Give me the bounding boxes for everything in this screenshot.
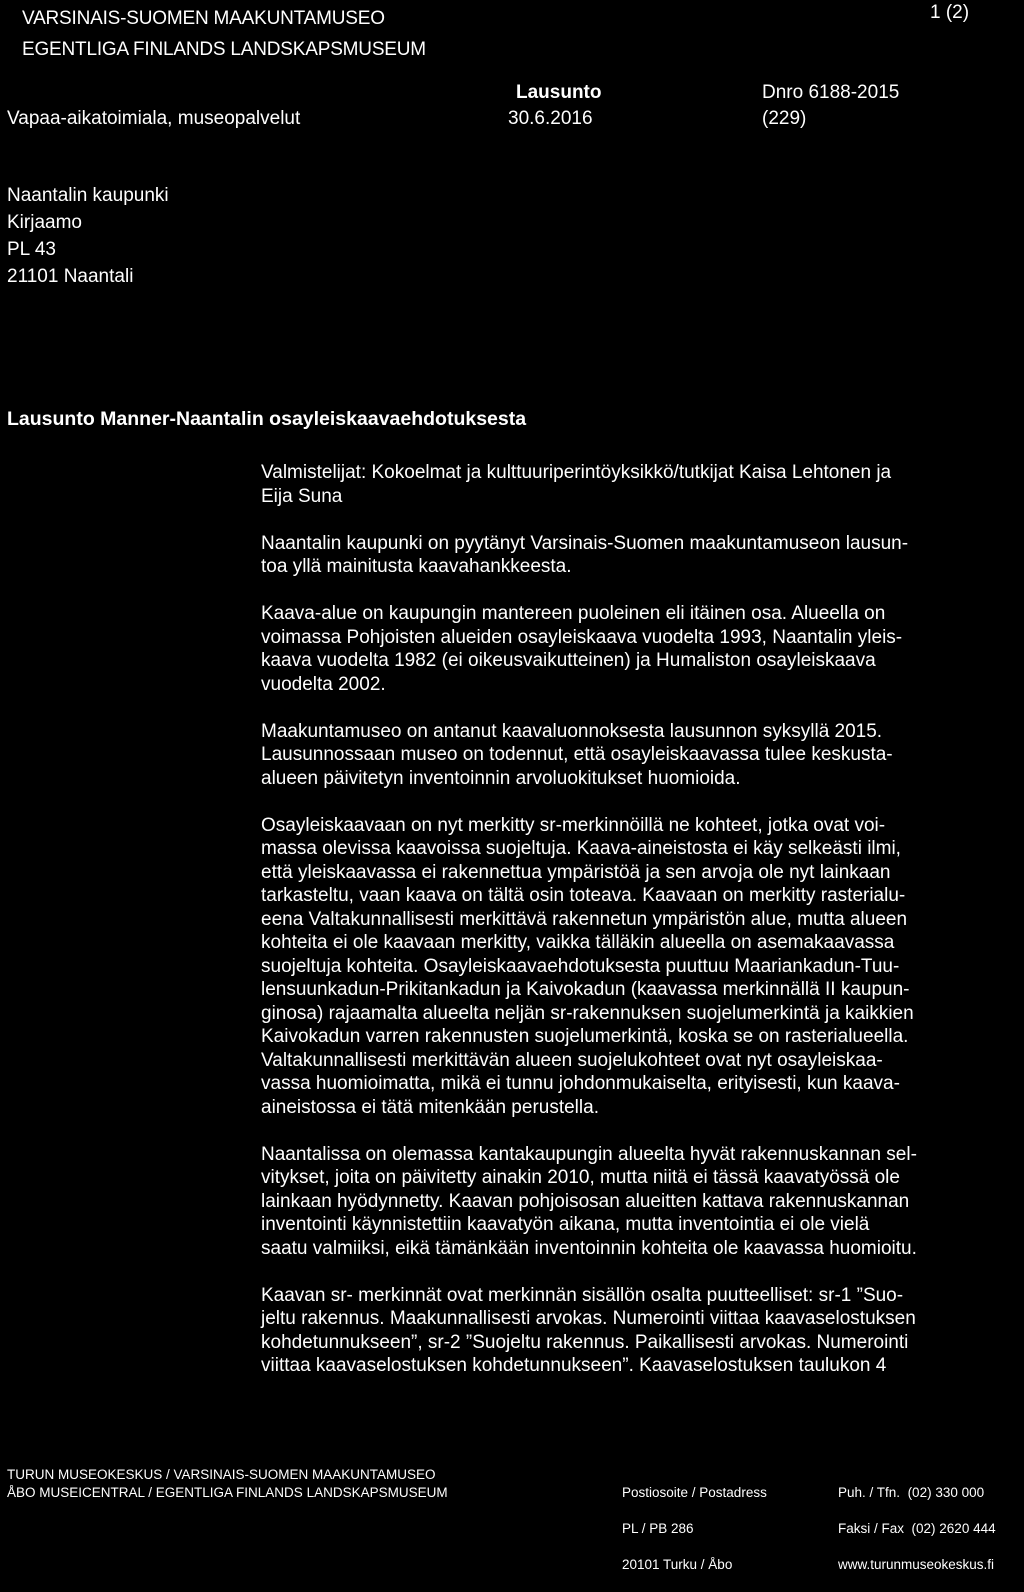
phone-number: (02) 330 000 [907,1485,985,1500]
fax-number: (02) 2620 444 [911,1521,996,1536]
reference-number: (229) [762,108,807,129]
phone-line [838,1484,996,1502]
postal-box: PL / PB 286 [622,1521,694,1536]
org-name-fi: VARSINAIS-SUOMEN MAAKUNTAMUSEO [22,8,385,29]
footer-organization: TURUN MUSEOKESKUS / VARSINAIS-SUOMEN MAAKUNTAMUSEO ÅBO MUSEICENTRAL / EGENTLIGA FINLANDS LANDSKAPSMUSEUM [7,1467,448,1500]
paragraph: Naantalissa on olemassa kantakaupungin alueelta hyvät rakennuskannan sel- vitykset, joita on päivitetty ainakin 2010, mutta niitä ei tässä kaavatyössä ole lainkaan hyödynnetty. Kaavan pohjoisosan alueitten kattava rakennuskannan inventointi käynnistettiin kaavatyön aikana, mutta inventointia ei ole vielä saatu valmiiksi, eikä tämänkään inventoinnin kohteita ole kaavassa huomioitu. [261,1143,917,1259]
recipient-line: PL 43 [7,239,56,260]
fax-label: Faksi / Fax [838,1521,905,1536]
org-name-sv: EGENTLIGA FINLANDS LANDSKAPSMUSEUM [22,39,426,60]
recipient-line: 21101 Naantali [7,266,134,287]
paragraph: Kaava-alue on kaupungin mantereen puoleinen eli itäinen osa. Alueella on voimassa Pohjoisten alueiden osayleiskaava vuodelta 1993, Naantalin yleis- kaava vuodelta 1982 (ei oikeusvaikutteinen) ja Humaliston osayleiskaava vuodelta 2002. [261,603,903,695]
postal-label: Postiosoite / Postadress [622,1485,767,1500]
website-link[interactable]: www.turunmuseokeskus.fi [838,1557,995,1572]
paragraph: Maakuntamuseo on antanut kaavaluonnoksesta lausunnon syksyllä 2015. Lausunnossaan museo on todennut, että osayleiskaavassa tulee keskusta- alueen päivitetyn inventoinnin arvoluokitukset huomioida. [261,720,893,789]
recipient-address [7,182,307,290]
paragraph: Naantalin kaupunki on pyytänyt Varsinais-Suomen maakuntamuseon lausun- toa yllä mainitusta kaavahankkeesta. [261,532,909,577]
department: Vapaa-aikatoimiala, museopalvelut [7,108,301,129]
paragraph-preparers: Valmistelijat: Kokoelmat ja kulttuuriperintöyksikkö/tutkijat Kaisa Lehtonen ja Eija Suna [261,462,892,507]
document-title: Lausunto Manner-Naantalin osayleiskaavaehdotuksesta [7,408,527,430]
postal-city: 20101 Turku / Åbo [622,1557,733,1572]
doc-type: Lausunto [516,82,602,103]
recipient-line: Naantalin kaupunki [7,185,169,206]
dnro: Dnro 6188-2015 [762,82,900,103]
footer-contact [838,1466,996,1592]
paragraph: Kaavan sr- merkinnät ovat merkinnän sisällön osalta puutteelliset: sr-1 ”Suo- jeltu rakennus. Maakunnallisesti arvokas. Numerointi viittaa kaavaselostuksen kohdetunnukseen”, sr-2 ”Suojeltu rakennus. Paikallisesti arvokas. Numerointi viittaa kaavaselostuksen kohdetunnukseen”. Kaavaselostuksen taulukon 4 [261,1284,916,1376]
page-number: 1 (2) [930,2,970,23]
recipient-line: Kirjaamo [7,212,82,233]
phone-label: Puh. / Tfn. [838,1485,901,1500]
document-body [261,461,997,1401]
paragraph: Osayleiskaavaan on nyt merkitty sr-merkinnöillä ne kohteet, jotka ovat voi- massa olevissa kaavoissa suojeltuja. Kaava-aineistosta ei käy selkeästi ilmi, että yleiskaavassa ei rakennettua ympäristöä ja sen arvoja ole nyt lainkaan tarkasteltu, vaan kaava on tältä osin toteava. Kaavaan on merkitty rasterialu- eena Valtakunnallisesti merkittävä rakennetun ympäristön alue, mutta alueen kohteita ei ole kaavaan merkitty, vaikka tälläkin alueella on asemakaavassa suojeltuja kohteita. Osayleiskaavaehdotuksesta puuttuu Maariankadun-Tuu- lensuunkadun-Prikitankadun ja Kaivokadun (kaavassa merkinnällä II kaupun- ginosa) rajaamalta alueelta neljän sr-rakennuksen suojelumerkintä ja kaikkien Kaivokadun varren rakennusten suojelumerkintä, koska se on rasterialueella. Valtakunnallisesti merkittävän alueen suojelukohteet ovat nyt osayleiskaa- vassa huomioimatta, mikä ei tunnu johdonmukaiselta, erityisesti, kun kaava- aineistossa ei tätä mitenkään perustella. [261,814,914,1118]
footer-postal-address [622,1466,767,1592]
doc-date: 30.6.2016 [508,108,593,129]
fax-line [838,1520,996,1538]
